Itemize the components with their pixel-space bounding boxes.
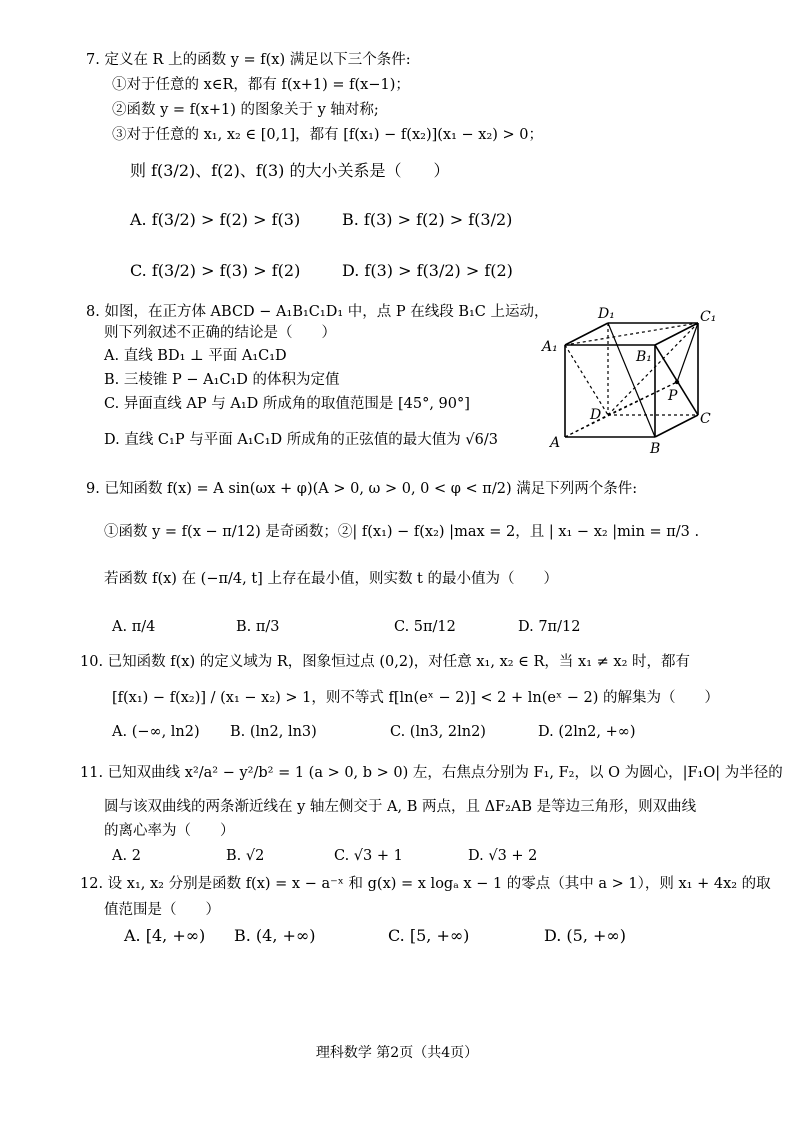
label-p: P bbox=[668, 388, 678, 404]
cube-figure bbox=[540, 305, 720, 460]
q7-option-c[interactable]: C. f(3/2) > f(3) > f(2) bbox=[130, 261, 301, 280]
q12-stem-2: 值范围是（ ） bbox=[104, 902, 220, 918]
q8-option-b[interactable]: B. 三棱锥 P − A₁C₁D 的体积为定值 bbox=[104, 372, 340, 388]
q10-option-d[interactable]: D. (2ln2, +∞) bbox=[538, 724, 636, 740]
q11-stem-3: 的离心率为（ ） bbox=[104, 823, 235, 839]
q7-option-a[interactable]: A. f(3/2) > f(2) > f(3) bbox=[130, 210, 301, 229]
q10-stem: 10. 已知函数 f(x) 的定义域为 R，图象恒过点 (0,2)，对任意 x₁, x₂ ∈ R，当 x₁ ≠ x₂ 时，都有 bbox=[80, 654, 690, 670]
q10-option-c[interactable]: C. (ln3, 2ln2) bbox=[390, 724, 486, 740]
q7-condition-2: ②函数 y = f(x+1) 的图象关于 y 轴对称; bbox=[112, 102, 379, 118]
q11-stem: 11. 已知双曲线 x²/a² − y²/b² = 1 (a > 0, b > 0) 左，右焦点分别为 F₁, F₂，以 O 为圆心，|F₁O| 为半径的 bbox=[80, 765, 783, 781]
page-footer: 理科数学 第2页（共4页） bbox=[315, 1045, 479, 1061]
label-d: D bbox=[590, 407, 602, 423]
q9-stem: 9. 已知函数 f(x) = A sin(ωx + φ)(A > 0, ω > 0, 0 < φ < π/2) 满足下列两个条件: bbox=[86, 481, 638, 497]
q8-option-d[interactable]: D. 直线 C₁P 与平面 A₁C₁D 所成角的正弦值的最大值为 √6/3 bbox=[104, 432, 498, 448]
q7-condition-3: ③对于任意的 x₁, x₂ ∈ [0,1]，都有 [f(x₁) − f(x₂)](x₁ − x₂) > 0； bbox=[112, 127, 544, 143]
q12-option-b[interactable]: B. (4, +∞) bbox=[234, 926, 316, 945]
q8-stem-2: 则下列叙述不正确的结论是（ ） bbox=[104, 325, 336, 341]
q12-option-d[interactable]: D. (5, +∞) bbox=[544, 926, 626, 945]
q9-option-c[interactable]: C. 5π/12 bbox=[394, 619, 456, 635]
label-a1: A₁ bbox=[542, 339, 558, 355]
q7-ask: 则 f(3/2)、f(2)、f(3) 的大小关系是（ ） bbox=[130, 161, 450, 180]
label-b: B bbox=[650, 441, 661, 457]
q11-option-c[interactable]: C. √3 + 1 bbox=[334, 848, 403, 864]
q11-option-d[interactable]: D. √3 + 2 bbox=[468, 848, 538, 864]
q11-option-a[interactable]: A. 2 bbox=[112, 848, 141, 864]
q9-conditions: ①函数 y = f(x − π/12) 是奇函数；②| f(x₁) − f(x₂) |max = 2，且 | x₁ − x₂ |min = π/3 . bbox=[104, 524, 700, 540]
q11-stem-2: 圆与该双曲线的两条渐近线在 y 轴左侧交于 A, B 两点，且 ΔF₂AB 是等边三角形，则双曲线 bbox=[104, 799, 697, 815]
q9-option-d[interactable]: D. 7π/12 bbox=[518, 619, 581, 635]
q9-ask: 若函数 f(x) 在 (−π/4, t] 上存在最小值，则实数 t 的最小值为（ ） bbox=[104, 571, 558, 587]
label-c1: C₁ bbox=[700, 309, 717, 325]
q7-option-b[interactable]: B. f(3) > f(2) > f(3/2) bbox=[342, 210, 513, 229]
label-b1: B₁ bbox=[636, 349, 652, 365]
q7-stem: 7. 定义在 R 上的函数 y = f(x) 满足以下三个条件: bbox=[86, 52, 411, 68]
q10-condition: [f(x₁) − f(x₂)] / (x₁ − x₂) > 1，则不等式 f[ln(eˣ − 2)] < 2 + ln(eˣ − 2) 的解集为（ ） bbox=[112, 690, 719, 706]
q11-option-b[interactable]: B. √2 bbox=[226, 848, 265, 864]
q12-stem: 12. 设 x₁, x₂ 分别是函数 f(x) = x − a⁻ˣ 和 g(x) = x logₐ x − 1 的零点（其中 a > 1），则 x₁ + 4x₂ 的取 bbox=[80, 876, 771, 892]
q9-option-a[interactable]: A. π/4 bbox=[112, 619, 156, 635]
q9-option-b[interactable]: B. π/3 bbox=[236, 619, 280, 635]
q8-stem: 8. 如图，在正方体 ABCD − A₁B₁C₁D₁ 中，点 P 在线段 B₁C 上运动， bbox=[86, 304, 549, 320]
q7-condition-1: ①对于任意的 x∈R，都有 f(x+1) = f(x−1)； bbox=[112, 77, 410, 93]
q12-option-a[interactable]: A. [4, +∞) bbox=[124, 926, 206, 945]
label-d1: D₁ bbox=[598, 306, 615, 322]
q8-option-a[interactable]: A. 直线 BD₁ ⊥ 平面 A₁C₁D bbox=[104, 348, 287, 364]
q10-option-a[interactable]: A. (−∞, ln2) bbox=[112, 724, 200, 740]
q7-option-d[interactable]: D. f(3) > f(3/2) > f(2) bbox=[342, 261, 513, 280]
q12-option-c[interactable]: C. [5, +∞) bbox=[388, 926, 470, 945]
label-c: C bbox=[700, 411, 711, 427]
q8-option-c[interactable]: C. 异面直线 AP 与 A₁D 所成角的取值范围是 [45°, 90°] bbox=[104, 396, 470, 412]
label-a: A bbox=[550, 435, 561, 451]
q10-option-b[interactable]: B. (ln2, ln3) bbox=[230, 724, 317, 740]
